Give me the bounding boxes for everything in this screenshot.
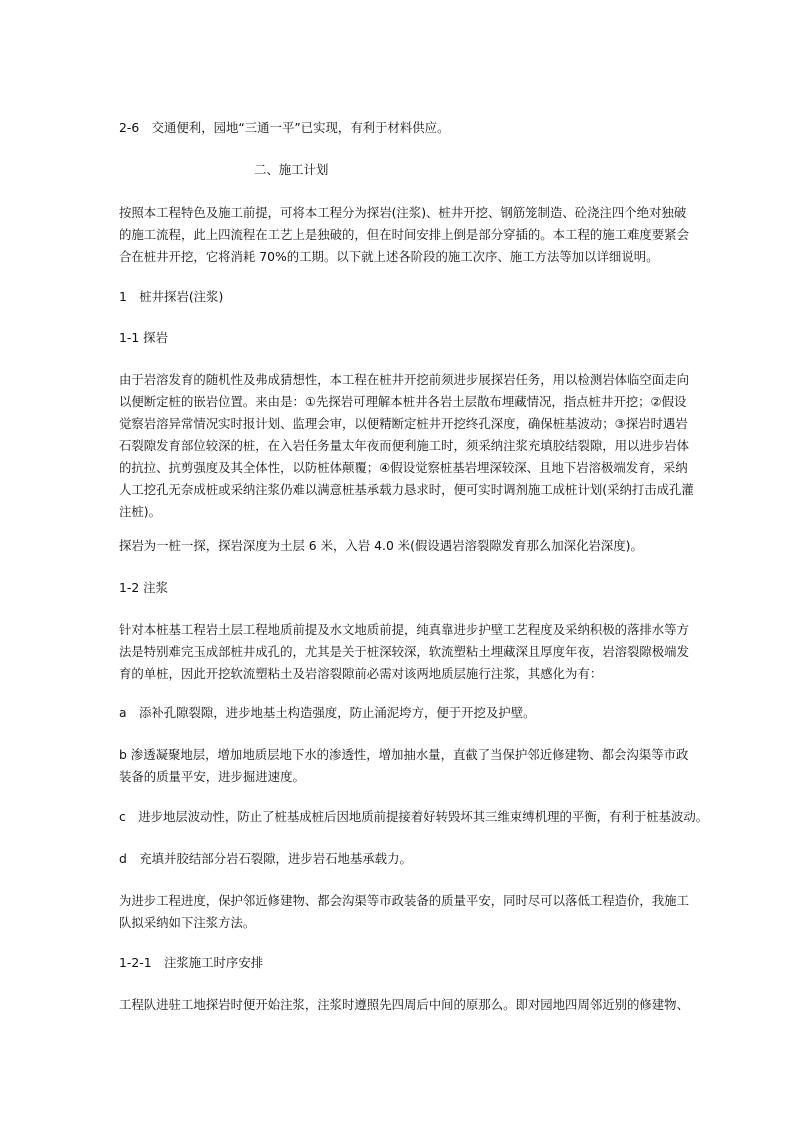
paragraph-overview: 按照本工程特色及施工前提，可将本工程分为探岩(注浆)、桩井开挖、钢筋笼制造、砼浇注四个绝对独破 的施工流程，此上四流程在工艺上是独破的，但在时间安排上倒是部分穿插的。本工程的施工难度要紧会 合在桩井开挖，它将消耗 70%的工期。以下就上述各阶段的施工次序、施工方法等加以详细说明。 (119, 205, 689, 264)
section-heading-plan: 二、施工计划 (254, 162, 329, 177)
list-item-c: c 进步地层波动性，防止了桩基成桩后因地质前提接着好转毁坏其三维束缚机理的平衡，有利于桩基波动。 (119, 809, 709, 824)
heading-exploration: 1-1 探岩 (119, 330, 168, 345)
paragraph-grouting-sequence: 工程队进驻工地探岩时便开始注浆，注浆时遵照先四周后中间的原那么。即对园地四周邻近别的修建物、 (119, 997, 689, 1012)
paragraph-grouting-purpose: 针对本桩基工程岩土层工程地质前提及水文地质前提，纯真靠进步护壁工艺程度及采纳积极的落排水等方 法是特别难完玉成部桩井成孔的，尤其是关于桩深较深，软流塑粘土埋藏深且厚度年夜，岩溶裂隙极端发 育的单桩，因此开挖软流塑粘土及岩溶裂隙前必需对该两地质层施行注浆，其感化为有： (119, 622, 689, 681)
heading-pile-exploration: 1 桩井探岩(注浆) (119, 289, 224, 304)
heading-grouting-sequence: 1-2-1 注浆施工时序安排 (119, 955, 264, 970)
paragraph-exploration-depth: 探岩为一桩一探，探岩深度为土层 6 米，入岩 4.0 米(假设遇岩溶裂隙发育那么加深化岩深度)。 (119, 538, 643, 553)
heading-grouting: 1-2 注浆 (119, 580, 168, 595)
list-item-d: d 充填并胶结部分岩石裂隙，进步岩石地基承载力。 (119, 851, 412, 866)
paragraph-grouting-method: 为进步工程进度，保护邻近修建物、都会沟渠等市政装备的质量平安，同时尽可以落低工程造价，我施工 队拟采纳如下注浆方法。 (119, 893, 689, 930)
paragraph-exploration-reason: 由于岩溶发育的随机性及弗成猜想性，本工程在桩井开挖前须进步展探岩任务，用以检测岩体临空面走向 以便断定桩的嵌岩位置。来由是：①先探岩可理解本桩井各岩土层散布埋藏情况，指点桩井开挖；②假设 觉察岩溶异常情况实时报计划、监理会审，以便精断定桩井开挖终孔深度，确保桩基波动；③探岩时遇岩 石裂隙发育部位较深的桩，在入岩任务量太年夜而便利施工时，须采纳注浆充填胶结裂隙，用以进步岩体 的抗拉、抗剪强度及其全体性，以防桩体颠覆；④假设觉察桩基岩埋深较深、且地下岩溶极端发育，采纳 人工挖孔无奈成桩或采纳注浆仍难以满意桩基承载力恳求时，便可实时调剂施工成桩计划(采纳打击成孔灌 注桩)。 (119, 372, 694, 519)
paragraph-traffic: 2-6 交通便利，园地“三通一平”已实现，有利于材料供应。 (119, 120, 450, 135)
list-item-b: b 渗透凝聚地层，增加地质层地下水的渗透性，增加抽水量，直截了当保护邻近修建物、都会沟渠等市政 装备的质量平安，进步掘进速度。 (119, 747, 689, 784)
list-item-a: a 添补孔隙裂隙，进步地基土构造强度，防止涌泥垮方，便于开挖及护壁。 (119, 705, 536, 720)
